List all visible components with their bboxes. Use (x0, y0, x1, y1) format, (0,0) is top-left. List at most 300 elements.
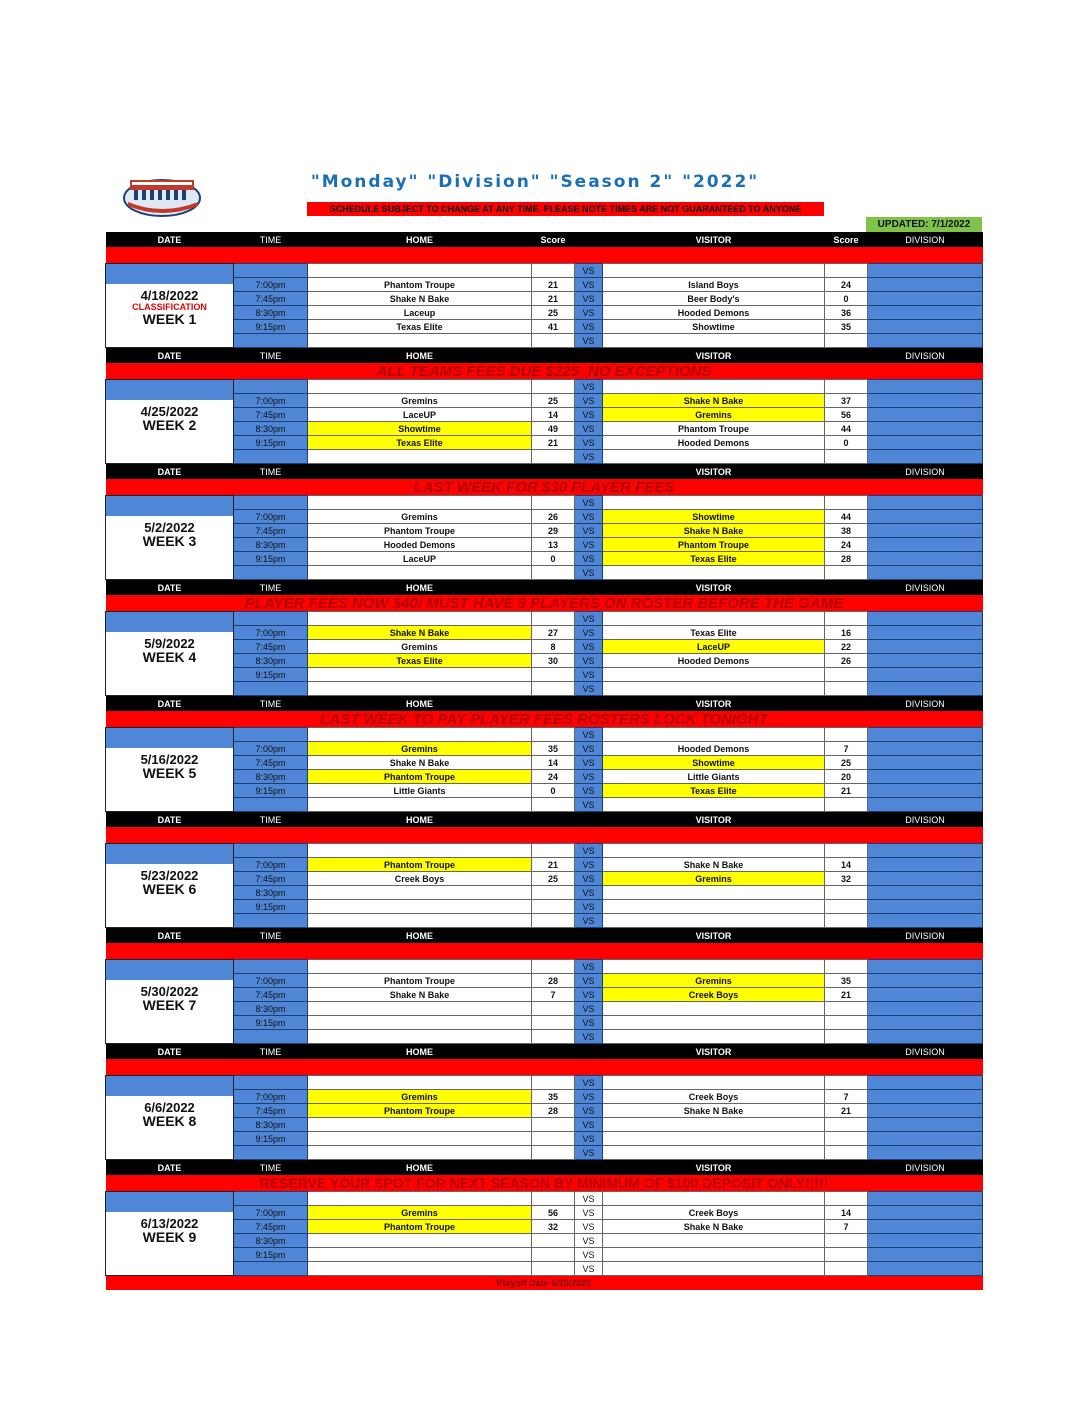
date-cell (106, 264, 234, 348)
division-cell (868, 422, 983, 436)
classification-note: CLASSIFICATION (132, 302, 207, 312)
visitor-score (825, 1146, 868, 1160)
vs-label: VS (575, 380, 603, 394)
home-score: 26 (532, 510, 575, 524)
header-cell (575, 812, 603, 828)
visitor-team: Creek Boys (603, 1206, 825, 1220)
game-time (234, 496, 308, 510)
home-team: Texas Elite (308, 654, 532, 668)
visitor-score (825, 886, 868, 900)
header-cell: VISITOR (603, 812, 825, 828)
week-date: 5/16/2022 (140, 752, 199, 767)
home-score (532, 1016, 575, 1030)
visitor-score (825, 450, 868, 464)
header-cell: TIME (234, 348, 308, 364)
header-cell (575, 1044, 603, 1060)
game-time: 7:45pm (234, 988, 308, 1002)
visitor-team (603, 1002, 825, 1016)
game-time: 7:00pm (234, 858, 308, 872)
game-time (234, 380, 308, 394)
division-cell (868, 450, 983, 464)
visitor-team (603, 1118, 825, 1132)
spacer-row (106, 450, 983, 464)
banner-row (106, 479, 983, 496)
week-banner (106, 827, 983, 844)
home-score (532, 380, 575, 394)
home-team (308, 496, 532, 510)
visitor-score: 0 (825, 436, 868, 450)
header-cell: DIVISION (868, 580, 983, 596)
vs-label: VS (575, 886, 603, 900)
visitor-team (603, 1076, 825, 1090)
week-date: 5/30/2022 (140, 984, 199, 999)
game-row (106, 770, 983, 784)
home-score (532, 1234, 575, 1248)
week-date: 4/25/2022 (140, 404, 199, 419)
visitor-score (825, 1234, 868, 1248)
game-row (106, 668, 983, 682)
home-team: Gremins (308, 510, 532, 524)
game-row (106, 320, 983, 334)
header-cell: TIME (234, 464, 308, 480)
home-team: LaceUP (308, 408, 532, 422)
vs-label: VS (575, 668, 603, 682)
visitor-score: 37 (825, 394, 868, 408)
home-score: 21 (532, 436, 575, 450)
game-time: 9:15pm (234, 1248, 308, 1262)
division-cell (868, 278, 983, 292)
vs-label: VS (575, 394, 603, 408)
game-row (106, 872, 983, 886)
header-cell: VISITOR (603, 1160, 825, 1176)
header-cell (825, 1044, 868, 1060)
date-cell (106, 728, 234, 812)
game-row (106, 756, 983, 770)
division-cell (868, 408, 983, 422)
visitor-score: 24 (825, 278, 868, 292)
home-score: 14 (532, 756, 575, 770)
week-label: WEEK 5 (142, 765, 197, 781)
header-cell (308, 464, 532, 480)
visitor-score: 26 (825, 654, 868, 668)
vs-label: VS (575, 1016, 603, 1030)
header-cell: TIME (234, 696, 308, 712)
home-score (532, 264, 575, 278)
visitor-team: Shake N Bake (603, 1104, 825, 1118)
week-banner: RESERVE YOUR SPOT FOR NEXT SEASON BY MINIMUM OF $100 DEPOSIT ONLY!!!!! (106, 1175, 983, 1192)
visitor-score (825, 1002, 868, 1016)
header-cell: DIVISION (868, 232, 983, 247)
header-cell: DATE (106, 1044, 234, 1060)
vs-label: VS (575, 450, 603, 464)
header-cell (825, 928, 868, 944)
banner-row (106, 1059, 983, 1076)
header-cell (575, 928, 603, 944)
visitor-team: Beer Body's (603, 292, 825, 306)
game-row (106, 1118, 983, 1132)
home-team: Phantom Troupe (308, 1220, 532, 1234)
home-score (532, 334, 575, 348)
header-row (106, 464, 983, 480)
game-row (106, 292, 983, 306)
game-time (234, 450, 308, 464)
game-row (106, 510, 983, 524)
home-team (308, 264, 532, 278)
spacer-row (106, 1192, 983, 1206)
home-score: 30 (532, 654, 575, 668)
division-cell (868, 306, 983, 320)
home-score: 7 (532, 988, 575, 1002)
visitor-score (825, 612, 868, 626)
week-date: 4/18/2022 (140, 288, 199, 303)
division-cell (868, 1192, 983, 1206)
game-time: 7:45pm (234, 292, 308, 306)
header-cell: HOME (308, 348, 532, 364)
week-label: WEEK 1 (142, 311, 197, 327)
spacer-row (106, 496, 983, 510)
game-time (234, 798, 308, 812)
game-row (106, 1016, 983, 1030)
game-time: 8:30pm (234, 1002, 308, 1016)
home-score (532, 496, 575, 510)
date-block (106, 748, 233, 811)
visitor-team (603, 900, 825, 914)
division-cell (868, 770, 983, 784)
visitor-score: 21 (825, 784, 868, 798)
visitor-score: 35 (825, 320, 868, 334)
game-time: 8:30pm (234, 1234, 308, 1248)
vs-label: VS (575, 1146, 603, 1160)
home-score (532, 1002, 575, 1016)
visitor-score: 22 (825, 640, 868, 654)
spacer-row (106, 264, 983, 278)
week-label: WEEK 7 (142, 997, 197, 1013)
week-date: 5/9/2022 (144, 636, 195, 651)
visitor-team: Hooded Demons (603, 654, 825, 668)
home-score: 25 (532, 872, 575, 886)
vs-label: VS (575, 728, 603, 742)
home-score: 21 (532, 278, 575, 292)
home-score: 35 (532, 742, 575, 756)
visitor-team: Island Boys (603, 278, 825, 292)
game-time: 8:30pm (234, 886, 308, 900)
game-time: 9:15pm (234, 1016, 308, 1030)
home-team (308, 380, 532, 394)
home-team: Gremins (308, 1206, 532, 1220)
home-team (308, 728, 532, 742)
visitor-score: 36 (825, 306, 868, 320)
visitor-score (825, 728, 868, 742)
vs-label: VS (575, 334, 603, 348)
visitor-team (603, 1030, 825, 1044)
header-cell: VISITOR (603, 232, 825, 247)
week-label: WEEK 4 (142, 649, 197, 665)
division-cell (868, 858, 983, 872)
vs-label: VS (575, 844, 603, 858)
vs-label: VS (575, 320, 603, 334)
home-team: Phantom Troupe (308, 858, 532, 872)
header-cell: DATE (106, 696, 234, 712)
header-cell: Score (532, 232, 575, 247)
visitor-team: Showtime (603, 510, 825, 524)
banner-row (106, 1175, 983, 1192)
date-cell (106, 844, 234, 928)
home-score (532, 682, 575, 696)
vs-label: VS (575, 496, 603, 510)
home-score (532, 1030, 575, 1044)
header-row (106, 928, 983, 944)
header-cell (532, 1160, 575, 1176)
vs-label: VS (575, 1076, 603, 1090)
visitor-team (603, 1262, 825, 1276)
game-row (106, 436, 983, 450)
header-cell: VISITOR (603, 348, 825, 364)
division-cell (868, 886, 983, 900)
game-time: 7:00pm (234, 974, 308, 988)
home-score: 49 (532, 422, 575, 436)
vs-label: VS (575, 900, 603, 914)
game-time (234, 1076, 308, 1090)
header-cell (825, 1160, 868, 1176)
home-score (532, 1262, 575, 1276)
vs-label: VS (575, 510, 603, 524)
visitor-score: 7 (825, 1090, 868, 1104)
visitor-team: Texas Elite (603, 552, 825, 566)
header-cell: DATE (106, 232, 234, 247)
spacer-row (106, 1146, 983, 1160)
header-cell (825, 812, 868, 828)
header-cell: HOME (308, 928, 532, 944)
game-time (234, 1262, 308, 1276)
home-team: Showtime (308, 422, 532, 436)
home-team (308, 1262, 532, 1276)
header-cell: TIME (234, 1160, 308, 1176)
visitor-team (603, 1248, 825, 1262)
week-date: 6/13/2022 (140, 1216, 199, 1231)
vs-label: VS (575, 552, 603, 566)
division-cell (868, 1220, 983, 1234)
division-cell (868, 510, 983, 524)
header-cell: VISITOR (603, 1044, 825, 1060)
vs-label: VS (575, 1220, 603, 1234)
home-score: 35 (532, 1090, 575, 1104)
home-team: Shake N Bake (308, 988, 532, 1002)
visitor-score: 25 (825, 756, 868, 770)
home-score (532, 728, 575, 742)
game-row (106, 1248, 983, 1262)
visitor-team (603, 728, 825, 742)
visitor-team: Phantom Troupe (603, 422, 825, 436)
visitor-score: 24 (825, 538, 868, 552)
game-time (234, 1146, 308, 1160)
visitor-score: 14 (825, 1206, 868, 1220)
visitor-team (603, 334, 825, 348)
game-time: 7:45pm (234, 524, 308, 538)
visitor-score (825, 566, 868, 580)
visitor-team (603, 450, 825, 464)
visitor-score (825, 1132, 868, 1146)
visitor-team: Showtime (603, 756, 825, 770)
home-team: Gremins (308, 394, 532, 408)
visitor-team (603, 612, 825, 626)
game-row (106, 278, 983, 292)
visitor-team (603, 1234, 825, 1248)
home-team: Shake N Bake (308, 756, 532, 770)
header-row (106, 696, 983, 712)
date-cell (106, 1076, 234, 1160)
visitor-score: 16 (825, 626, 868, 640)
home-team (308, 886, 532, 900)
spacer-row (106, 334, 983, 348)
game-time: 9:15pm (234, 668, 308, 682)
header-cell: TIME (234, 928, 308, 944)
home-score (532, 1132, 575, 1146)
home-team (308, 914, 532, 928)
home-score: 13 (532, 538, 575, 552)
vs-label: VS (575, 306, 603, 320)
home-team: Shake N Bake (308, 626, 532, 640)
header-cell: DATE (106, 1160, 234, 1176)
visitor-score (825, 1118, 868, 1132)
header-cell (532, 464, 575, 480)
division-cell (868, 960, 983, 974)
vs-label: VS (575, 640, 603, 654)
visitor-team: Hooded Demons (603, 436, 825, 450)
division-cell (868, 496, 983, 510)
visitor-team (603, 886, 825, 900)
game-time: 8:30pm (234, 306, 308, 320)
header-cell: DATE (106, 812, 234, 828)
game-time: 7:00pm (234, 278, 308, 292)
visitor-team: Gremins (603, 408, 825, 422)
header-cell: HOME (308, 232, 532, 247)
visitor-score (825, 844, 868, 858)
home-score: 25 (532, 394, 575, 408)
home-score (532, 566, 575, 580)
visitor-score (825, 496, 868, 510)
vs-label: VS (575, 1104, 603, 1118)
game-time (234, 682, 308, 696)
game-row (106, 394, 983, 408)
date-block (106, 400, 233, 463)
visitor-score (825, 682, 868, 696)
game-time: 7:00pm (234, 1206, 308, 1220)
spacer-row (106, 914, 983, 928)
game-time: 7:45pm (234, 1104, 308, 1118)
game-row (106, 306, 983, 320)
vs-label: VS (575, 960, 603, 974)
date-block (106, 632, 233, 695)
game-row (106, 900, 983, 914)
home-team (308, 798, 532, 812)
game-time: 8:30pm (234, 770, 308, 784)
visitor-team (603, 682, 825, 696)
home-score (532, 1192, 575, 1206)
vs-label: VS (575, 1248, 603, 1262)
spacer-row (106, 612, 983, 626)
home-score (532, 1146, 575, 1160)
vs-label: VS (575, 264, 603, 278)
division-cell (868, 682, 983, 696)
header-cell (575, 1160, 603, 1176)
division-cell (868, 728, 983, 742)
vs-label: VS (575, 742, 603, 756)
home-score (532, 612, 575, 626)
header-cell (825, 464, 868, 480)
visitor-score: 28 (825, 552, 868, 566)
division-cell (868, 552, 983, 566)
home-team: Gremins (308, 640, 532, 654)
division-cell (868, 756, 983, 770)
home-score: 0 (532, 552, 575, 566)
visitor-score (825, 900, 868, 914)
division-cell (868, 524, 983, 538)
home-team: Phantom Troupe (308, 278, 532, 292)
home-team (308, 1132, 532, 1146)
home-score: 28 (532, 1104, 575, 1118)
home-team: Little Giants (308, 784, 532, 798)
visitor-score (825, 798, 868, 812)
header-cell (532, 696, 575, 712)
vs-label: VS (575, 1002, 603, 1016)
vs-label: VS (575, 1132, 603, 1146)
game-row (106, 886, 983, 900)
vs-label: VS (575, 538, 603, 552)
header-cell: DATE (106, 348, 234, 364)
division-cell (868, 436, 983, 450)
visitor-score: 0 (825, 292, 868, 306)
home-score (532, 1118, 575, 1132)
date-cell (106, 380, 234, 464)
home-score (532, 668, 575, 682)
game-time: 7:00pm (234, 394, 308, 408)
week-date: 5/2/2022 (144, 520, 195, 535)
home-team: Shake N Bake (308, 292, 532, 306)
week-date: 6/6/2022 (144, 1100, 195, 1115)
visitor-team: Gremins (603, 974, 825, 988)
visitor-score (825, 668, 868, 682)
home-score: 28 (532, 974, 575, 988)
division-cell (868, 1146, 983, 1160)
visitor-team: Showtime (603, 320, 825, 334)
vs-label: VS (575, 612, 603, 626)
game-time: 7:45pm (234, 640, 308, 654)
banner-row (106, 943, 983, 960)
home-team (308, 450, 532, 464)
week-date: 5/23/2022 (140, 868, 199, 883)
header-cell: TIME (234, 580, 308, 596)
game-time: 8:30pm (234, 538, 308, 552)
home-score (532, 886, 575, 900)
spacer-row (106, 960, 983, 974)
schedule-table (105, 232, 983, 1290)
header-cell (575, 348, 603, 364)
visitor-team: Shake N Bake (603, 524, 825, 538)
spacer-row (106, 798, 983, 812)
visitor-team: LaceUP (603, 640, 825, 654)
game-time (234, 264, 308, 278)
date-block (106, 864, 233, 927)
visitor-score: 7 (825, 742, 868, 756)
week-banner (106, 943, 983, 960)
updated-badge: UPDATED: 7/1/2022 (866, 217, 982, 232)
date-cell (106, 612, 234, 696)
header-cell: DATE (106, 928, 234, 944)
game-time (234, 728, 308, 742)
visitor-score: 20 (825, 770, 868, 784)
week-label: WEEK 2 (142, 417, 197, 433)
game-time: 7:45pm (234, 408, 308, 422)
